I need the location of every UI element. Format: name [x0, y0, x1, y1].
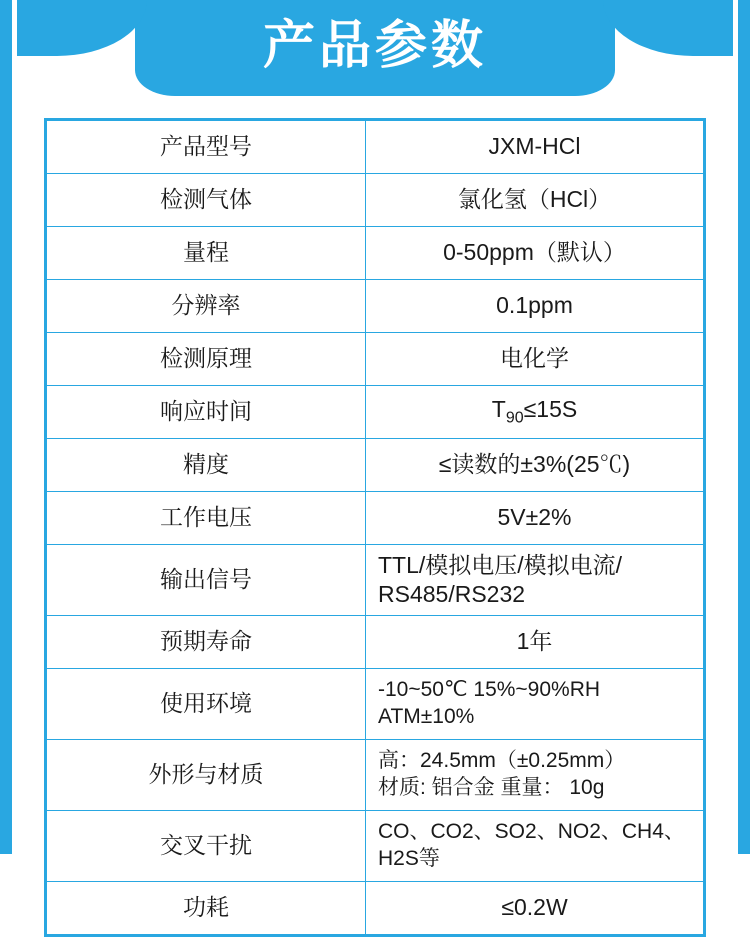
spec-value: 5V±2% [366, 492, 704, 545]
spec-value: 0-50ppm（默认） [366, 227, 704, 280]
spec-value: 电化学 [366, 333, 704, 386]
spec-label: 使用环境 [47, 669, 366, 740]
spec-label: 响应时间 [47, 386, 366, 439]
spec-value-line: CO、CO2、SO2、NO2、CH4、 [378, 820, 685, 844]
spec-label: 预期寿命 [47, 616, 366, 669]
spec-label: 输出信号 [47, 545, 366, 616]
table-row [47, 386, 704, 439]
table-row [47, 333, 704, 386]
spec-label: 量程 [47, 227, 366, 280]
page-title: 产品参数 [262, 17, 487, 75]
spec-label: 外形与材质 [47, 740, 366, 811]
table-row [47, 492, 704, 545]
table-row [47, 616, 704, 669]
spec-value: 1年 [366, 616, 704, 669]
spec-label: 交叉干扰 [47, 811, 366, 882]
spec-label: 功耗 [47, 882, 366, 935]
response-time-value: $T_{90}\le 15S$ [491, 395, 578, 427]
spec-label: 工作电压 [47, 492, 366, 545]
table-row [47, 439, 704, 492]
spec-table-container [44, 118, 706, 937]
page-header [12, 0, 738, 104]
spec-value [366, 386, 704, 439]
spec-label: 检测气体 [47, 174, 366, 227]
spec-value-line: RS485/RS232 [378, 581, 526, 607]
table-row [47, 545, 704, 616]
spec-value [366, 545, 704, 616]
spec-value-line: TTL/模拟电压/模拟电流/ [378, 551, 623, 578]
spec-value-line: 高：24.5mm（±0.25mm） [378, 749, 626, 773]
spec-label: 检测原理 [47, 333, 366, 386]
table-row [47, 669, 704, 740]
table-row [47, 740, 704, 811]
spec-label: 产品型号 [47, 121, 366, 174]
spec-value: ≤0.2W [366, 882, 704, 935]
spec-value-line: H2S等 [378, 847, 440, 870]
table-row [47, 227, 704, 280]
table-row [47, 280, 704, 333]
table-row [47, 811, 704, 882]
spec-label: 精度 [47, 439, 366, 492]
spec-value: 氯化氢（HCl） [366, 174, 704, 227]
spec-value-line: 材质: 铝合金 重量： 10g [378, 776, 605, 799]
table-row [47, 174, 704, 227]
spec-value [366, 740, 704, 811]
spec-value [366, 811, 704, 882]
spec-value-line: -10~50℃ 15%~90%RH [378, 678, 601, 702]
right-blue-rail [738, 0, 750, 854]
left-blue-rail [0, 0, 12, 854]
table-row [47, 121, 704, 174]
table-row [47, 882, 704, 935]
spec-value: 0.1ppm [366, 280, 704, 333]
spec-table [46, 120, 704, 935]
spec-value [366, 669, 704, 740]
spec-value: JXM-HCl [366, 121, 704, 174]
spec-label: 分辨率 [47, 280, 366, 333]
spec-value: ≤读数的±3%(25℃) [366, 439, 704, 492]
spec-value-line: ATM±10% [378, 705, 475, 728]
